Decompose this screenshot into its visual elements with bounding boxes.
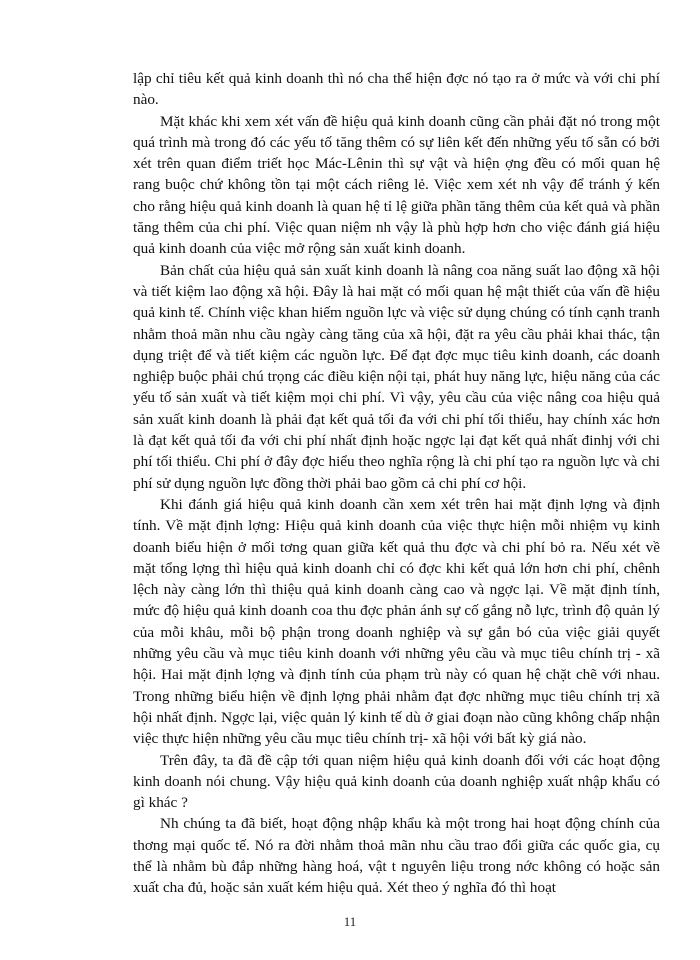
paragraph-continuation: lập chỉ tiêu kết quả kinh doanh thì nó cha thể hiện đợc nó tạo ra ở mức và với chi phí nào. xyxy=(133,70,660,109)
paragraph: Mặt khác khi xem xét vấn đề hiệu quả kinh doanh cũng cần phải đặt nó trong một quá trình mà trong đó các yếu tố tăng thêm có sự liên kết đến những yếu tố sẵn có bởi xét trên quan điểm triết học Mác-Lênin thì sự vật và hiện ợng đều có mối quan hệ rang buộc chứ không tồn tại một cách riêng lẻ. Việc xem xét nh vậy để tránh ý kến cho rằng hiệu quả kinh doanh là quan hệ tỉ lệ giữa phần tăng thêm của kết quả và phần tăng thêm của chi phí. Việc quan niệm nh vậy là phù hợp hơn cho việc đánh giá hiệu quả kinh doanh của việc mở rộng sản xuất kinh doanh. xyxy=(133,112,660,258)
paragraph: Bản chất của hiệu quả sản xuất kinh doanh là nâng coa năng suất lao động xã hội và tiết kiệm lao động xã hội. Đây là hai mặt có mối quan hệ mật thiết của vấn đề hiệu quả kinh tế. Chính việc khan hiếm nguồn lực và việc sử dụng chúng có tính cạnh tranh nhằm thoả mãn nhu cầu ngày càng tăng của xã hội, đặt ra yêu cầu phải khai thác, tận dụng triệt để và tiết kiệm các nguồn lực. Để đạt đợc mục tiêu kinh doanh, các doanh nghiệp buộc phải chú trọng các điều kiện nội tại, phát huy năng lực, hiệu năng của các yếu tố sản xuất và tiết kiệm mọi chi phí. Vì vậy, yêu cầu của việc nâng coa hiệu quả sản xuất kinh doanh là phải đạt kết quả tối đa với chi phí tối thiểu, hay chính xác hơn là đạt kết quả tối đa với chi phí nhất định hoặc ngợc lại đạt kết quả nhất đinhj với chi phí tối thiểu. Chi phí ở đây đợc hiểu theo nghĩa rộng là chi phí tạo ra nguồn lực và chi phí sử dụng nguồn lực đồng thời phải bao gồm cả chi phí cơ hội. xyxy=(133,261,660,492)
paragraph: Nh chúng ta đã biết, hoạt động nhập khẩu kà một trong hai hoạt động chính của thơng mại quốc tế. Nó ra đời nhằm thoả mãn nhu cầu trao đổi giữa các quốc gia, cụ thể là nhằm bù đắp những hàng hoá, vật t nguyên liệu trong nớc không có hoặc sản xuất cha đủ, hoặc sản xuất kém hiệu quả. Xét theo ý nghĩa đó thì hoạt xyxy=(133,815,660,897)
paragraph: Khi đánh giá hiệu quả kinh doanh cần xem xét trên hai mặt định lợng và định tính. Về mặt định lợng: Hiệu quả kinh doanh của việc thực hiện mỗi nhiệm vụ kinh doanh biểu hiện ở mối tơng quan giữa kết quả thu đợc và chi phí bỏ ra. Nếu xét về mặt tổng lợng thì hiệu quả kinh doanh chỉ có đợc khi kết quả lớn hơn chi phí, chênh lệch này càng lớn thì thiệu quả kinh doanh càng cao và ngợc lại. Về mặt định tính, mức độ hiệu quả kinh doanh coa thu đợc phản ánh sự cố gắng nỗ lực, trình độ quản lý của mỗi khâu, mỗi bộ phận trong doanh nghiệp và sự gắn bó của việc giải quyết những yêu cầu và mục tiêu kinh doanh với những yêu cầu và mục tiêu chính trị - xã hội. Hai mặt định lợng và định tính của phạm trù này có quan hệ chặt chẽ với nhau. Trong những biểu hiện về định lợng phải nhằm đạt đợc những mục tiêu chính trị xã hội nhất định. Ngợc lại, việc quản lý kinh tế dù ở giai đoạn nào cũng không chấp nhận việc thực hiện những yêu cầu mục tiêu chính trị- xã hội với bất kỳ giá nào. xyxy=(133,495,660,748)
page-number: 11 xyxy=(343,914,357,929)
paragraph: Trên đây, ta đã đề cập tới quan niệm hiệu quả kinh doanh đối với các hoạt động kinh doanh nói chung. Vậy hiệu quả kinh doanh của doanh nghiệp xuất nhập khẩu có gì khác ? xyxy=(133,751,660,812)
